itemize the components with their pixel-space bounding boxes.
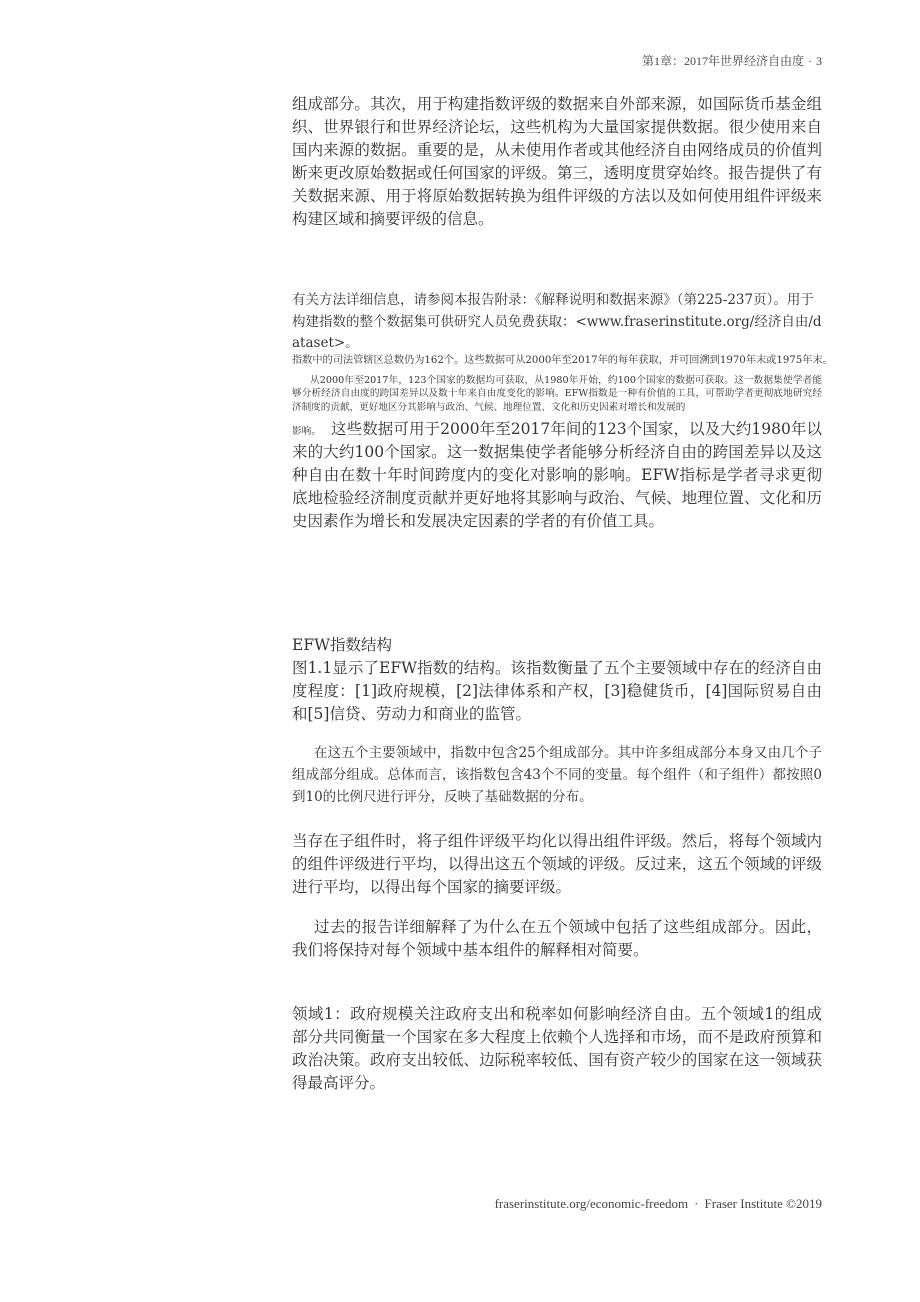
intro-paragraph: 组成部分。其次，用于构建指数评级的数据来自外部来源，如国际货币基金组织、世界银行和世界经济论坛，这些机构为大量国家提供数据。很少使用来自国内来源的数据。重要的是，从未使用作者或其他经济自由网络成员的价值判断来更改原始数据或任何国家的评级。第三，透明度贯穿始终。报告提供了有关数据来源、用于将原始数据转换为组件评级的方法以及如何使用组件评级来构建区域和摘要评级的信息。	[292, 95, 822, 228]
data-availability-paragraph	[292, 418, 822, 533]
structure-intro-paragraph: 图1.1显示了EFW指数的结构。该指数衡量了五个主要领域中存在的经济自由度程度：[1]政府规模，[2]法律体系和产权，[3]稳健货币，[4]国际贸易自由和[5]信贷、劳动力和商业的监管。	[292, 659, 822, 723]
page-footer	[495, 1196, 822, 1212]
data-availability-small-note: 从2000年至2017年，123个国家的数据均可获取，从1980年开始，约100个国家的数据可获取。这一数据集使学者能够分析经济自由度的跨国差异以及数十年来自由度变化的影响。EFW指数是一种有价值的工具，可帮助学者更彻底地研究经济制度的贡献，更好地区分其影响与政治、气候、地理位置、文化和历史因素对增长和发展的	[292, 375, 822, 413]
section-title: EFW指数结构	[292, 636, 393, 654]
components-paragraph: 在这五个主要领域中，指数中包含25个组成部分。其中许多组成部分本身又由几个子组成部分组成。总体而言，该指数包含43个不同的变量。每个组件（和子组件）都按照0到10的比例尺进行评分，反映了基础数据的分布。	[292, 745, 822, 805]
jurisdictions-note: 指数中的司法管辖区总数仍为162个。这些数据可从2000年至2017年的每年获取，并可回溯到1970年末或1975年末。	[292, 355, 833, 366]
data-note-lead: 影响。	[292, 426, 322, 437]
averaging-paragraph: 当存在子组件时，将子组件评级平均化以得出组件评级。然后，将每个领域内的组件评级进行平均，以得出这五个领域的评级。反过来，这五个领域的评级进行平均，以得出每个国家的摘要评级。	[292, 832, 822, 896]
footer-copyright: Fraser Institute ©2019	[704, 1196, 822, 1211]
past-reports-paragraph: 过去的报告详细解释了为什么在五个领域中包括了这些组成部分。因此，我们将保持对每个领域中基本组件的解释相对简要。	[292, 918, 822, 959]
data-note-body: 这些数据可用于2000年至2017年间的123个国家，以及大约1980年以来的大约100个国家。这一数据集使学者能够分析经济自由的跨国差异以及这种自由在数十年时间跨度内的变化对影响的影响。EFW指标是学者寻求更彻底地检验经济制度贡献并更好地将其影响与政治、气候、地理位置、文化和历史因素作为增长和发展决定因素的学者的有价值工具。	[292, 420, 822, 530]
footer-url: fraserinstitute.org/economic-freedom	[494, 1196, 689, 1211]
page-number: 3	[816, 54, 822, 68]
area1-paragraph: 领域1：政府规模关注政府支出和税率如何影响经济自由。五个领域1的组成部分共同衡量一个国家在多大程度上依赖个人选择和市场，而不是政府预算和政治决策。政府支出较低、边际税率较低、国有资产较少的国家在这一领域获得最高评分。	[292, 1005, 822, 1092]
header-separator: ·	[808, 54, 812, 68]
footer-separator: ·	[694, 1196, 699, 1211]
methodology-note: 有关方法详细信息，请参阅本报告附录：《解释说明和数据来源》（第225-237页）。用于构建指数的整个数据集可供研究人员免费获取：<www.fraserinstitute.org/经济自由/dataset>。	[292, 292, 822, 351]
running-header	[642, 52, 822, 69]
chapter-title: 第1章：2017年世界经济自由度	[641, 54, 804, 68]
